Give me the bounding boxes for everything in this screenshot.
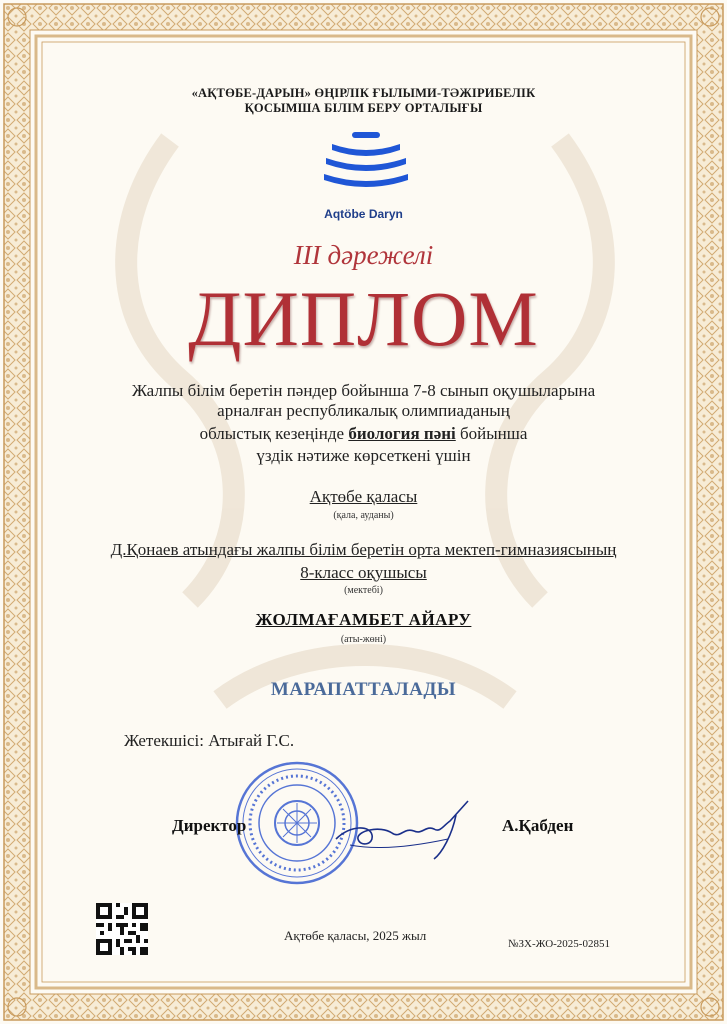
body-line3-before: облыстық кезеңінде [199,424,349,443]
city-value: Ақтөбе қаласы [309,487,418,506]
city-caption: (қала, ауданы) [333,510,394,521]
school-line2: 8-класс оқушысы [300,563,427,582]
diploma-degree: III дәрежелі [293,240,434,270]
organization-name-line2: ҚОСЫМША БІЛІМ БЕРУ ОРТАЛЫҒЫ [244,101,483,115]
qr-code-icon [96,903,148,955]
body-line1: Жалпы білім беретін пәндер бойынша 7-8 сынып оқушыларына [131,381,596,400]
school-line1: Д.Қонаев атындағы жалпы білім беретін орта мектеп-гимназиясының [110,540,617,559]
body-line3 [0,424,727,444]
body-line2: арналған республикалық олимпиаданың [217,401,510,420]
recipient-name: ЖОЛМАҒАМБЕТ АЙАРУ [255,610,472,629]
director-role: Директор [172,816,247,835]
body-line4: үздік нәтиже көрсеткені үшін [256,446,471,465]
logo-text: Aqtöbe Daryn [324,207,403,221]
organization-name-line1: «АҚТӨБЕ-ДАРЫН» ӨҢІРЛІК ҒЫЛЫМИ-ТӘЖІРИБЕЛІК [191,86,536,100]
diploma-title: ДИПЛОМ [188,275,539,362]
recipient-caption: (аты-жөні) [340,634,387,645]
footer-place-date: Ақтөбе қаласы, 2025 жыл [284,928,427,943]
subject-name: биология пәні [348,424,456,443]
body-line3-after: бойынша [455,424,528,443]
supervisor: Жетекшісі: Атығай Г.С. [124,731,295,750]
handwritten-signature-icon [330,795,480,865]
daryn-logo-icon [318,130,414,202]
school-caption: (мектебі) [344,585,383,596]
award-text: МАРАПАТТАЛАДЫ [270,679,457,700]
director-name: А.Қабден [502,816,574,835]
diploma-number: №ЗХ-ЖО-2025-02851 [508,938,610,950]
